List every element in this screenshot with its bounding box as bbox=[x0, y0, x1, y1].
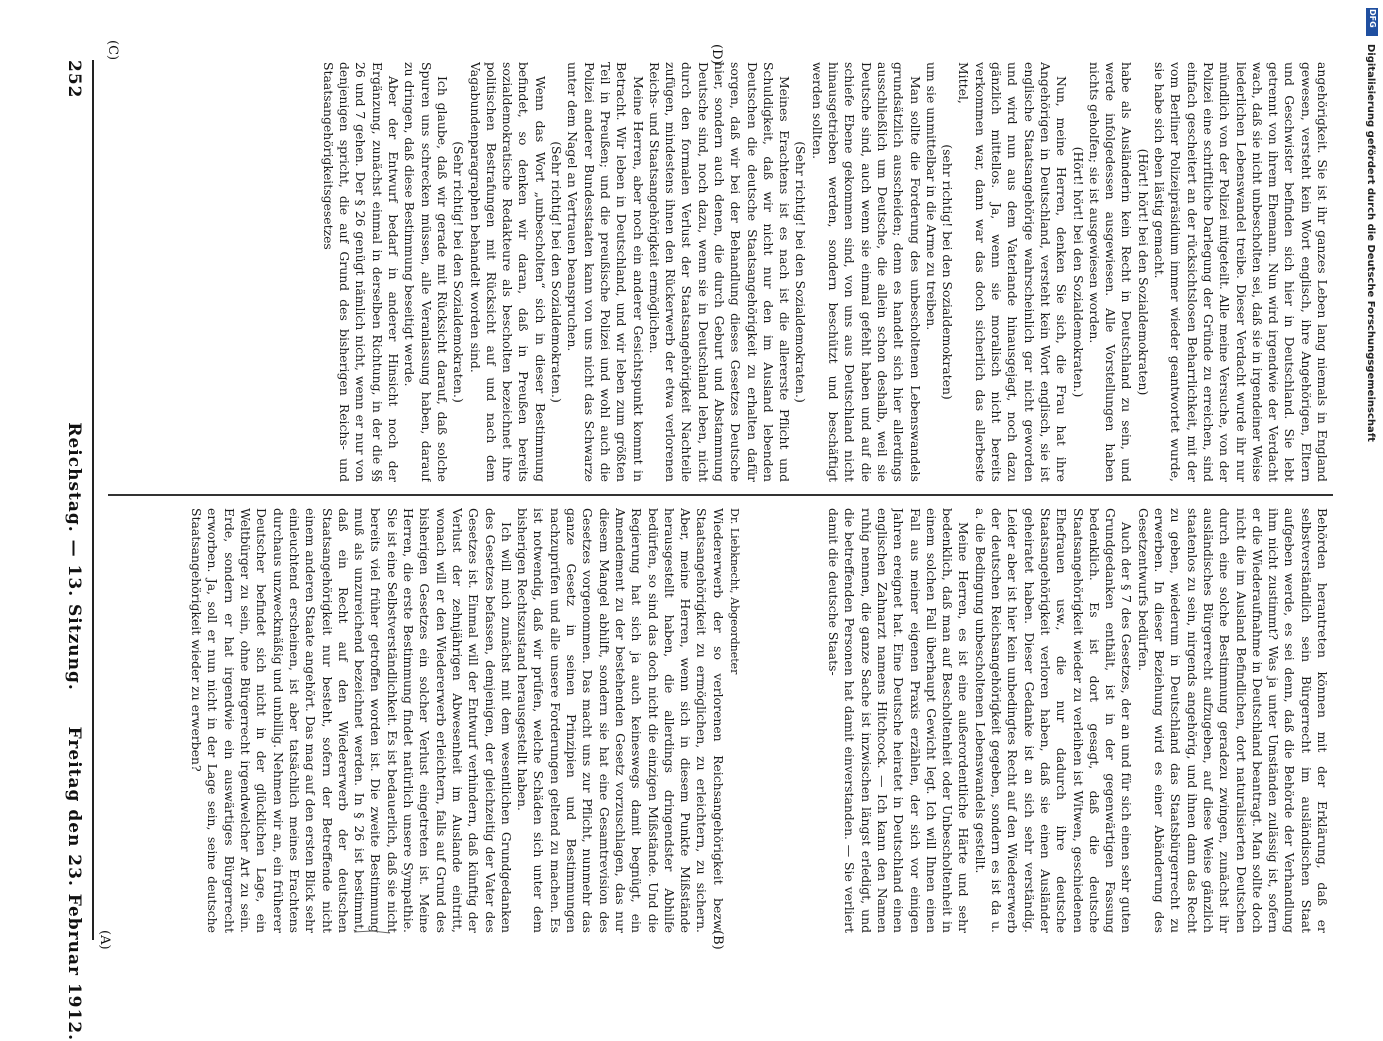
col3-interjection-5: (Sehr richtig! bei den Sozialdemokraten.) bbox=[549, 141, 565, 403]
col3-paragraph-1c: habe als Ausländerin kein Recht in Deutschland zu sein, und werde infolgedessen ausgewiesen. Alle Vorstellungen haben nichts geholfen; sie ist ausgewiesen worden. bbox=[1086, 62, 1135, 482]
column-3 bbox=[116, 62, 1330, 482]
column-2 bbox=[752, 508, 1330, 933]
page-header bbox=[64, 60, 84, 1041]
speaker-label: Dr. Liebknecht, Abgeordneter bbox=[728, 508, 741, 675]
margin-letter-b: (B) bbox=[710, 930, 725, 950]
page-number: 252 bbox=[64, 60, 84, 99]
col2-paragraph-3: Meine Herren, es ist eine außerordentliche Härte und sehr bedenklich, daß man auf Bescholtenheit oder Unbescholtenheit in einem solchen Fall überhaupt Gewicht legt. Ich will Ihnen einen Fall aus meiner eigenen Praxis erzählen, der sich vor einigen Jahren ereignet hat. Eine Deutsche heiratet in Deutschland einen englischen Zahnarzt namens Hitchcock. — Ich kann den Namen ruhig nennen, die ganze Sache ist inzwischen längst erledigt, und die betreffenden Personen hat damit einverstanden. — Sie verliert damit die deutsche Staats- bbox=[826, 508, 972, 933]
margin-letter-d: (D) bbox=[709, 44, 724, 65]
session-title: Reichstag. — 13. Sitzung. bbox=[64, 422, 84, 691]
col3-interjection-4: (Sehr richtig! bei den Sozialdemokraten.) bbox=[793, 141, 809, 403]
margin-letter-a: (A) bbox=[97, 930, 112, 950]
margin-letter-c: (C) bbox=[105, 40, 120, 61]
col2-paragraph-2: Auch der § 7 des Gesetzes, der an und für sich einen sehr guten Grundgedanken enthält, ist in der gegenwärtigen Fassung bedenklich. Es ist dort gesagt, daß die deutsche Staatsangehörigkeit wieder zu verleihen ist Witwen, geschiedenen Ehefrauen usw., die nur dadurch ihre deutsche Staatsangehörigkeit verloren haben, daß sie einen Ausländer geheiratet haben. Dieser Gedanke ist an sich sehr verständig. Leider aber ist hier kein unbedingtes Recht auf den Wiedererwerb der deutschen Reichsangehörigkeit gegeben, sondern es ist da u. a. die Bedingung unbescholtenen Lebenswandels gestellt. bbox=[972, 508, 1135, 933]
col1-paragraph-1: Wiedererwerb der so verlorenen Reichsangehörigkeit bezw. Staatsangehörigkeit zu ermöglichen, zu erleichtern, zu sichern. Aber, meine Herren, wenn sich in diesem Punkte Mißstände herausgestellt haben, die allerdings dringendster Abhilfe bedürfen, so sind das doch nicht die einzigen Mißstände. Und die Regierung hat sich ja auch keineswegs damit begnügt, ein Amendement zu der bestehenden Gesetz vorzuschlagen, das nur diesem Mangel abhilft, sondern sie hat eine Gesamtrevision des Gesetzes vorgenommen. Das macht uns zur Pflicht, nunmehr das ganze Gesetz in seinen Prinzipien und Bestimmungen nachzuprüfen und alle unsere Forderungen geltend zu machen. Es ist notwendig, daß wir prüfen, welche Schäden sich unter dem bisherigen Rechtszustand herausgestellt haben. bbox=[515, 508, 726, 933]
col1-paragraph-2: Ich will mich zunächst mit dem wesentlichen Grundgedanken des Gesetzes befassen, demjenigen, der gleichzeitig der Vater des Gesetzes ist. Einmal will der Entwurf verhindern, daß künftig der Verlust der zehnjährigen Abwesenheit im Auslande eintritt, wonach will er den Wiedererwerb erleichtern, falls auf Grund des bisherigen Gesetzes ein solcher Verlust eingetreten ist. Meine Herren, die erste Bestimmung findet natürlich unsere Sympathie. Sie ist eine Selbstverständlichkeit. Es ist bedauerlich, daß sie nicht bereits viel früher getroffen worden ist. Die zweite Bestimmung muß als unzureichend bezeichnet werden. In § 26 ist bestimmt, daß ein Recht auf den Wiedererwerb der deutschen Staatsangehörigkeit nur besteht, sofern der Betreffende nicht einem anderen Staate angehört. Das mag auf den ersten Blick sehr einleuchtend erscheinen, ist aber tatsächlich meines Erachtens durchaus unzweckmäßig und unbillig. Nehmen wir an, ein früherer Deutscher befindet sich nicht in der glücklichen Lage, ein Weltbürger zu sein, ohne Bürgerrecht irgendwelcher Art zu sein. Erde, sondern er hat irgendwie ein auswärtiges Bürgerrecht erworben. Ja, soll er nun nicht in der Lage sein, seine deutsche Staatsangehörigkeit wieder zu erwerben? bbox=[189, 508, 514, 933]
pencil-mark bbox=[352, 926, 392, 934]
col3-paragraph-13: Ich glaube, daß wir gerade mit Rücksicht darauf, daß solche Spuren uns schrecken müssen, alle Veranlassung haben, darauf zu dringen, daß diese Bestimmung beseitigt werde. bbox=[402, 62, 450, 482]
col3-interjection-1: (Hört! hört! bei den Sozialdemokraten) bbox=[1135, 148, 1151, 396]
col3-interjection-6: (Sehr richtig! bei den Sozialdemokraten.) bbox=[451, 141, 467, 403]
col3-paragraph-8: Meines Erachtens ist es nach ist die allererste Pflicht und Schuldigkeit, daß wir nicht nur den im Ausland lebenden Deutschen die deutsche Staatsangehörigkeit zu erhalten dafür sorgen, daß wir bei der Behandlung dieses Gesetzes Deutsche hier, sondern auch denen, die durch Geburt und Abstammung Deutsche sind, noch dazu, wenn sie in Deutschland leben, nicht durch den formalen Verlust der Staatsangehörigkeit Nachteile zufügen, mindestens ihnen den Rückerwerb der etwa verlorenen Reichs- und Staatsangehörigkeit ermöglichen. bbox=[646, 62, 793, 482]
col3-paragraph-14: Aber der Entwurf bedarf in anderer Hinsicht noch der Ergänzung, zunächst einmal in derselben Richtung, in der die §§ 26 und 7 gehen. Der § 26 genügt nämlich nicht, wenn er nur von denjenigen spricht, die auf Grund des bisherigen Reichs- und Staatsangehörigkeitsgesetzes bbox=[320, 62, 402, 482]
col3-paragraph-11: Wenn das Wort „unbescholten“ sich in dieser Bestimmung befindet, so denken wir daran, daß in Preußen bereits sozialdemokratische Redakteure als bescholten bezeichnet ihre politischen Bestrafungen mit Rücksicht auf und nach dem Vagabundenparagraphen behandelt worden sind. bbox=[467, 62, 548, 482]
col3-paragraph-6: Man sollte die Forderung des unbescholtenen Lebenswandels grundsätzlich ausscheiden; denn es handelt sich hier allerdings ausschließlich um Deutsche, die allein schon deshalb, weil sie Deutsche sind, auch wenn sie einmal gefehlt haben und auf die schiefe Ebene gekommen sind, von uns aus Deutschland nicht hinausgetrieben werden, sondern beschützt und beschäftigt werden sollten. bbox=[809, 62, 923, 482]
digitization-note: Digitalisierung gefördert durch die Deutsche Forschungsgemeinschaft bbox=[1365, 44, 1376, 442]
dfg-logo: DFG bbox=[1366, 8, 1378, 36]
column-1 bbox=[102, 508, 742, 933]
header-rule bbox=[92, 60, 94, 940]
col3-paragraph-3: Nun, meine Herren, denken Sie sich, die Frau hat ihre Angehörigen in Deutschland, versteht kein Wort englisch, sie ist englische Staatsangehörige wahrscheinlich gar nicht geworden und wird nun aus dem Vaterlande hinausgejagt, noch dazu gänzlich mittellos. Ja, wenn sie moralisch nicht bereits verkommen war, dann war das doch sicherlich das allerbeste Mittel, bbox=[956, 62, 1070, 482]
col3-paragraph-9: Meine Herren, aber noch ein anderer Gesichtspunkt kommt in Betracht. Wir leben in Deutschland, und wir leben zum größten Teil in Preußen; und die preußische Polizei und wohl auch die Polizei anderer Bundesstaaten kann von uns nicht das Schwarze unter dem Nagel an Vertrauen beanspruchen. bbox=[565, 62, 646, 482]
column-divider bbox=[108, 494, 1333, 496]
col3-interjection-3: (sehr richtig! bei den Sozialdemokraten) bbox=[940, 144, 956, 400]
col3-paragraph-5: um sie unmittelbar in die Arme zu treiben. bbox=[923, 62, 939, 331]
col3-paragraph-1: angehörigkeit. Sie ist ihr ganzes Leben lang niemals in England gewesen, versteht kein Wort englisch, ihre Angehörigen, Eltern und Geschwister befinden sich hier in Deutschland. Sie lebt getrennt von ihrem Ehemann. Nun wird irgendwie der Verdacht wach, daß sie nicht unbescholten sei, daß sie in irgendeiner Weise liederlichen Lebenswandel treibe. Dieser Verdacht wurde ihr nur mündlich von der Polizei mitgeteilt. Alle meine Versuche, von der Polizei eine schriftliche Darlegung der Gründe zu erreichen, sind einfach gescheitert an der rücksichtslosen Beharrlichkeit, mit der vom Berliner Polizeipräsidium immer wieder geantwortet wurde, sie habe sich eben lästig gemacht. bbox=[1152, 62, 1330, 482]
col2-paragraph-1: Behörden herantreten können mit der Erklärung, daß er selbstverständlich sein Bürgerrecht im ausländischen Staat aufgeben werde, es sei denn, daß die Behörde der Verhandlung ihm nicht zustimmt? Was ja unter Umständen zulässig ist, sofern er die Wiederaufnahme in Deutschland beantragt. Man sollte doch nicht die im Ausland Befindlichen, dort naturalisierten Deutschen durch eine solche Bestimmung geradezu zwingen, zunächst ihr ausländisches Bürgerrecht aufzugeben, auf diese Weise gänzlich staatenlos zu sein, nirgends angehörig, und ihnen dann das Recht zu geben, wiederum in Deutschland das Staatsbürgerrecht zu erwerben. In dieser Beziehung wird es einer Abänderung des Gesetzentwurfs bedürfen. bbox=[1135, 508, 1330, 933]
col3-interjection-2: (Hört! hört! bei den Sozialdemokraten.) bbox=[1070, 146, 1086, 398]
session-date: Freitag den 23. Februar 1912. bbox=[64, 726, 84, 1041]
